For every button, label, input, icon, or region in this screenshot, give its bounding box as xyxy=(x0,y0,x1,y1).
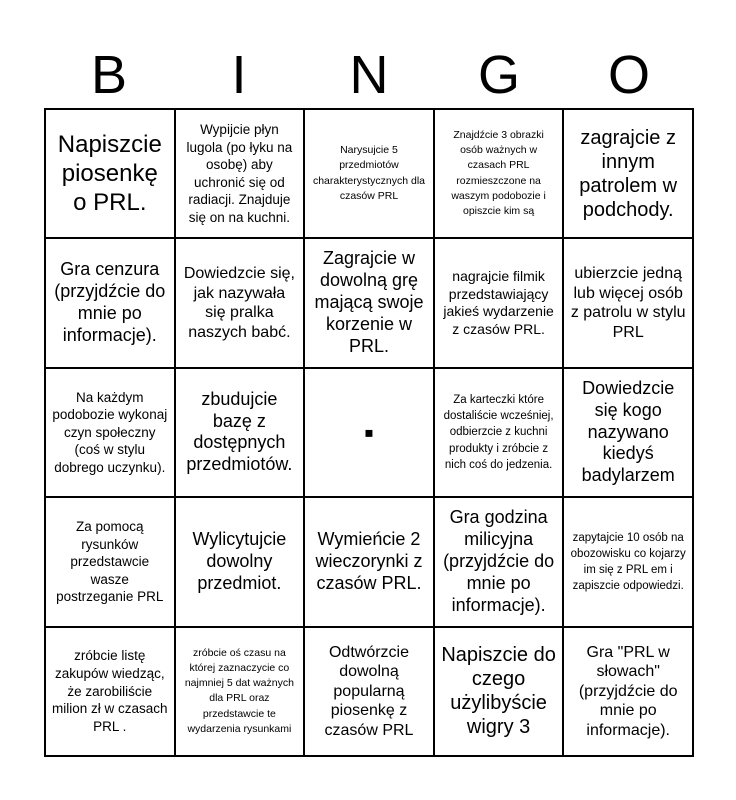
bingo-cell: Gra godzina milicyjna (przyjdźcie do mnie po informacje). xyxy=(434,497,564,626)
bingo-cell: Napiszcie do czego użylibyście wigry 3 xyxy=(434,627,564,756)
bingo-cell: zapytajcie 10 osób na obozowisku co kojarzy im się z PRL em i zapiszcie odpowiedzi. xyxy=(563,497,693,626)
bingo-grid xyxy=(44,108,694,757)
bingo-cell: Wylicytujcie dowolny przedmiot. xyxy=(175,497,305,626)
bingo-cell: zbudujcie bazę z dostępnych przedmiotów. xyxy=(175,368,305,497)
title-letter-g: G xyxy=(477,45,520,105)
bingo-cell: zróbcie listę zakupów wiedząc, że zarobiliście milion zł w czasach PRL . xyxy=(45,627,175,756)
title-letter-i: I xyxy=(231,45,247,105)
bingo-cell: Zagrajcie w dowolną grę mającą swoje korzenie w PRL. xyxy=(304,238,434,367)
bingo-cell: ubierzcie jedną lub więcej osób z patrolu w stylu PRL xyxy=(563,238,693,367)
title-letter-b: B xyxy=(90,45,128,105)
bingo-cell: Za karteczki które dostaliście wcześniej, odbierzcie z kuchni produkty i zróbcie z nich coś do jedzenia. xyxy=(434,368,564,497)
bingo-cell: zróbcie oś czasu na której zaznaczycie co najmniej 5 dat ważnych dla PRL oraz przedstawcie te wydarzenia rysunkami xyxy=(175,627,305,756)
bingo-cell: Napiszcie piosenkę o PRL. xyxy=(45,109,175,238)
bingo-cell: Za pomocą rysunków przedstawcie wasze postrzeganie PRL xyxy=(45,497,175,626)
bingo-cell: nagrajcie filmik przedstawiający jakieś wydarzenie z czasów PRL. xyxy=(434,238,564,367)
bingo-cell: Wypijcie płyn lugola (po łyku na osobę) aby uchronić się od radiacji. Znajduje się on na kuchni. xyxy=(175,109,305,238)
bingo-cell: Odtwórzcie dowolną popularną piosenkę z czasów PRL xyxy=(304,627,434,756)
free-space: ▪ xyxy=(304,368,434,497)
bingo-cell: Gra "PRL w słowach" (przyjdźcie do mnie po informacje). xyxy=(563,627,693,756)
bingo-cell: Wymieńcie 2 wieczorynki z czasów PRL. xyxy=(304,497,434,626)
bingo-title xyxy=(44,40,694,110)
bingo-cell: zagrajcie z innym patrolem w podchody. xyxy=(563,109,693,238)
bingo-cell: Dowiedzcie się, jak nazywała się pralka naszych babć. xyxy=(175,238,305,367)
bingo-cell: Dowiedzcie się kogo nazywano kiedyś badylarzem xyxy=(563,368,693,497)
bingo-cell: Narysujcie 5 przedmiotów charakterystycznych dla czasów PRL xyxy=(304,109,434,238)
bingo-cell: Gra cenzura (przyjdźcie do mnie po informacje). xyxy=(45,238,175,367)
title-letter-o: O xyxy=(607,45,650,105)
title-letter-n: N xyxy=(349,45,389,105)
bingo-cell: Na każdym podobozie wykonaj czyn społeczny (coś w stylu dobrego uczynku). xyxy=(45,368,175,497)
bingo-cell: Znajdźcie 3 obrazki osób ważnych w czasach PRL rozmieszczone na waszym podobozie i opiszcie kim są xyxy=(434,109,564,238)
